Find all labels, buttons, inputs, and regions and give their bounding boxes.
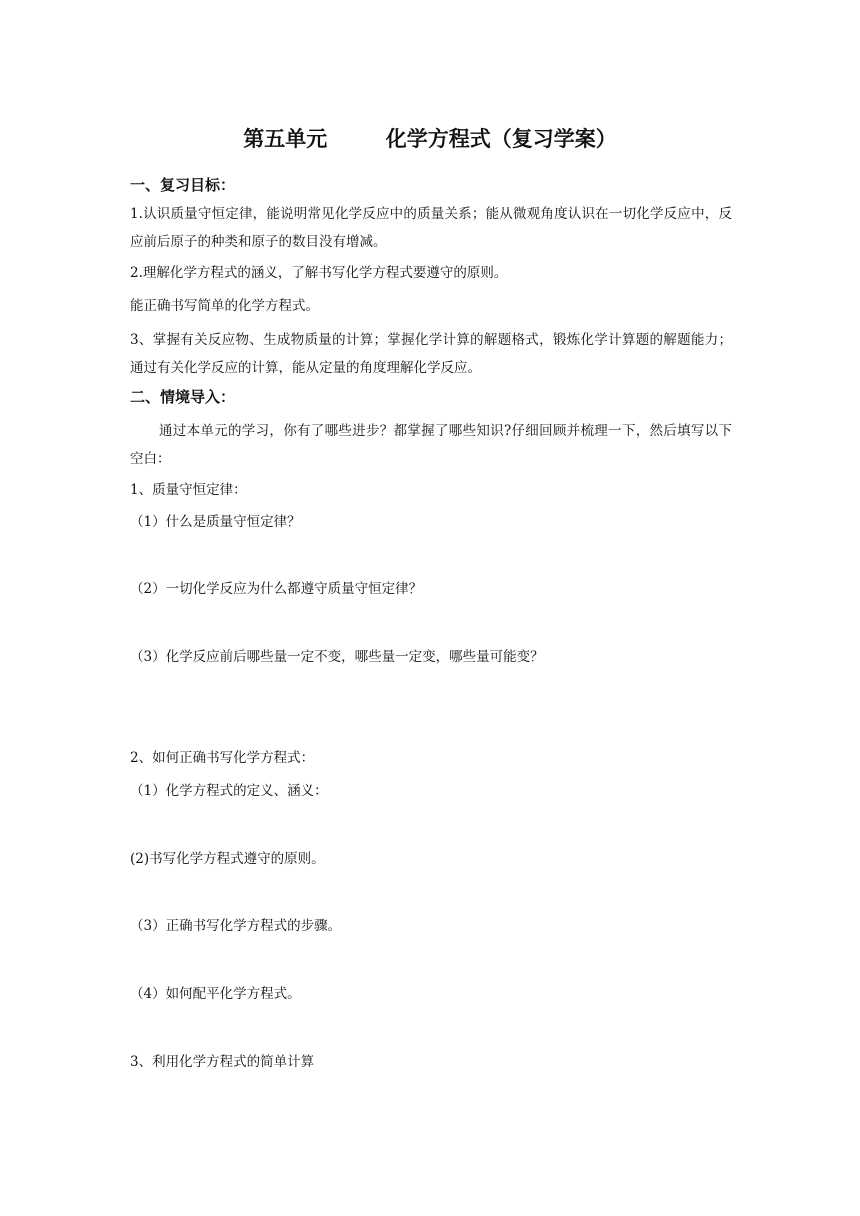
question-1-2: （2）一切化学反应为什么都遵守质量守恒定律？ bbox=[130, 581, 423, 597]
question-2-2: (2)书写化学方程式遵守的原则。 bbox=[130, 851, 325, 867]
scenario-intro: 通过本单元的学习，你有了哪些进步？都掌握了哪些知识?仔细回顾并梳理一下，然后填写以下空白： bbox=[130, 423, 732, 467]
question-2-1: （1）化学方程式的定义、涵义： bbox=[130, 783, 328, 799]
section-heading-scenario: 二、情境导入： bbox=[130, 388, 236, 406]
question-1-1: （1）什么是质量守恒定律？ bbox=[130, 514, 301, 530]
question-2-4: （4）如何配平化学方程式。 bbox=[130, 986, 301, 1002]
item-writing-equations: 2、如何正确书写化学方程式： bbox=[130, 750, 315, 766]
page-title: 第五单元 化学方程式（复习学案） bbox=[243, 127, 617, 151]
item-mass-conservation: 1、质量守恒定律： bbox=[130, 482, 247, 498]
goal-paragraph-2b: 能正确书写简单的化学方程式。 bbox=[130, 298, 319, 314]
section-heading-review-goals: 一、复习目标： bbox=[130, 176, 236, 194]
question-1-3: （3）化学反应前后哪些量一定不变，哪些量一定变，哪些量可能变？ bbox=[130, 649, 544, 665]
goal-paragraph-1: 1.认识质量守恒定律，能说明常见化学反应中的质量关系；能从微观角度认识在一切化学反应中，反应前后原子的种类和原子的数目没有增减。 bbox=[130, 206, 732, 250]
goal-paragraph-2: 2.理解化学方程式的涵义，了解书写化学方程式要遵守的原则。 bbox=[130, 265, 508, 281]
question-2-3: （3）正确书写化学方程式的步骤。 bbox=[130, 918, 342, 934]
item-simple-calculation: 3、利用化学方程式的简单计算 bbox=[130, 1054, 315, 1070]
goal-paragraph-3: 3、掌握有关反应物、生成物质量的计算；掌握化学计算的解题格式，锻炼化学计算题的解题能力；通过有关化学反应的计算，能从定量的角度理解化学反应。 bbox=[130, 332, 732, 376]
